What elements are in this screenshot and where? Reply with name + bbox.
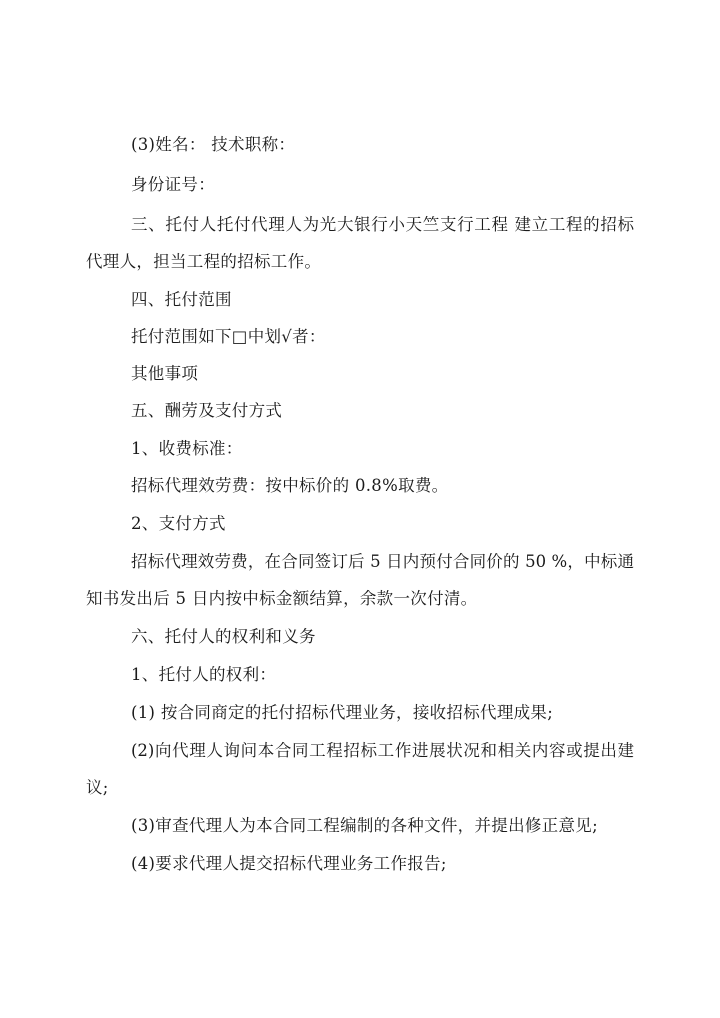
client-right-2-line-2: 议;: [86, 778, 109, 797]
section-4-heading: 四、托付范围: [131, 290, 232, 309]
fee-standard-line: 招标代理效劳费：按中标价的 0.8%取费。: [131, 476, 449, 495]
client-right-3: (3)审查代理人为本合同工程编制的各种文件，并提出修正意见;: [131, 816, 598, 835]
section-3-heading-line-2: 代理人，担当工程的招标工作。: [86, 252, 322, 271]
payment-method-line-1: 招标代理效劳费，在合同签订后 5 日内预付合同价的 50 %，中标通: [131, 552, 634, 571]
client-right-1: (1) 按合同商定的托付招标代理业务，接收招标代理成果;: [131, 703, 554, 722]
section-6-heading: 六、托付人的权利和义务: [131, 627, 316, 646]
client-right-2-line-1: (2)向代理人询问本合同工程招标工作进展状况和相关内容或提出建: [131, 741, 634, 760]
client-rights-heading: 1、托付人的权利：: [131, 665, 277, 684]
fee-standard-heading: 1、收费标准：: [131, 439, 243, 458]
id-number-line: 身份证号：: [131, 175, 215, 194]
client-right-4: (4)要求代理人提交招标代理业务工作报告;: [131, 854, 447, 873]
section-3-heading-line-1: 三、托付人托付代理人为光大银行小天竺支行工程 建立工程的招标: [131, 215, 634, 234]
payment-method-line-2: 知书发出后 5 日内按中标金额结算，余款一次付清。: [86, 589, 478, 608]
payment-method-heading: 2、支付方式: [131, 514, 226, 533]
name-title-line: (3)姓名： 技术职称：: [131, 135, 296, 154]
scope-line: 托付范围如下□中划√者：: [131, 327, 326, 346]
section-5-heading: 五、酬劳及支付方式: [131, 401, 283, 420]
other-matters-line: 其他事项: [131, 364, 199, 383]
